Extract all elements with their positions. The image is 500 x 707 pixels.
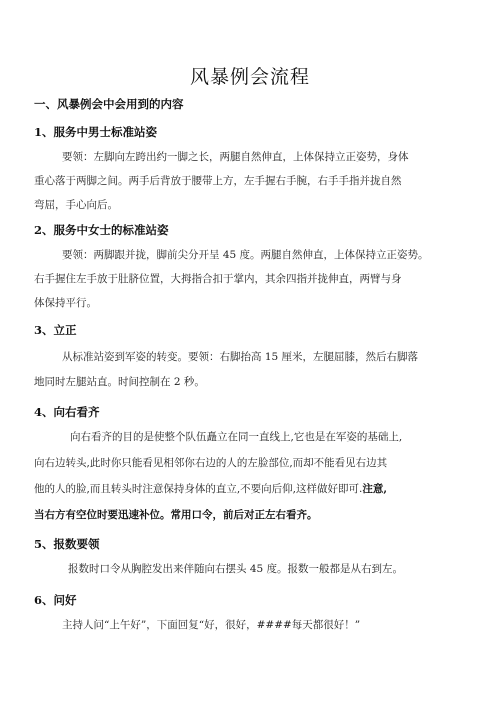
paragraph-line: 主持人问“上午好”，下面回复“好，很好，####每天都很好！” [62, 619, 361, 631]
page-title: 风暴例会流程 [189, 66, 310, 88]
heading-male-stance: 1、服务中男士标准站姿 [34, 125, 158, 139]
paragraph-line: 体保持平行。 [34, 297, 97, 309]
paragraph-line: 要领：两脚跟并拢，脚前尖分开呈 45 度。两腿自然伸直，上体保持立正姿势。 [62, 249, 429, 261]
section-heading: 一、风暴例会中会用到的内容 [34, 97, 184, 111]
paragraph-text: 他的人的脸,而且转头时注意保持身体的直立,不要向后仰,这样做好即可. [34, 483, 363, 495]
paragraph-line: 地同时左腿站直。时间控制在 2 秒。 [34, 376, 205, 388]
heading-right-dress: 4、向右看齐 [34, 405, 100, 419]
heading-count-off: 5、报数要领 [34, 537, 100, 551]
paragraph-line: 重心落于两脚之间。两手后背放于腰带上方，左手握右手腕，右手手指并拢自然 [34, 175, 402, 187]
heading-attention: 3、立正 [34, 323, 77, 337]
heading-female-stance: 2、服务中女士的标准站姿 [34, 223, 169, 237]
paragraph-line: 报数时口令从胸腔发出来伴随向右摆头 45 度。报数一般都是从右到左。 [68, 563, 404, 575]
paragraph-line [34, 482, 387, 496]
paragraph-line: 向右看齐的目的是使整个队伍矗立在同一直线上,它也是在军姿的基础上, [70, 431, 403, 443]
paragraph-line: 向右边转头,此时你只能看见相邻你右边的人的左脸部位,而却不能看见右边其 [34, 457, 388, 469]
bold-note: 注意, [362, 483, 388, 495]
bold-paragraph-line: 当右方有空位时要迅速补位。常用口令，前后对正左右看齐。 [34, 509, 318, 521]
paragraph-line: 右手握住左手放于肚脐位置，大拇指合扣于掌内，其余四指并拢伸直，两臂与身 [34, 273, 402, 285]
paragraph-line: 弯屈，手心向后。 [34, 199, 118, 211]
paragraph-line: 从标准站姿到军姿的转变。要领：右脚抬高 15 厘米，左腿屈膝，然后右脚落 [62, 351, 419, 363]
paragraph-line: 要领：左脚向左跨出约一脚之长，两腿自然伸直，上体保持立正姿势，身体 [62, 151, 409, 163]
heading-greeting: 6、问好 [34, 593, 77, 607]
